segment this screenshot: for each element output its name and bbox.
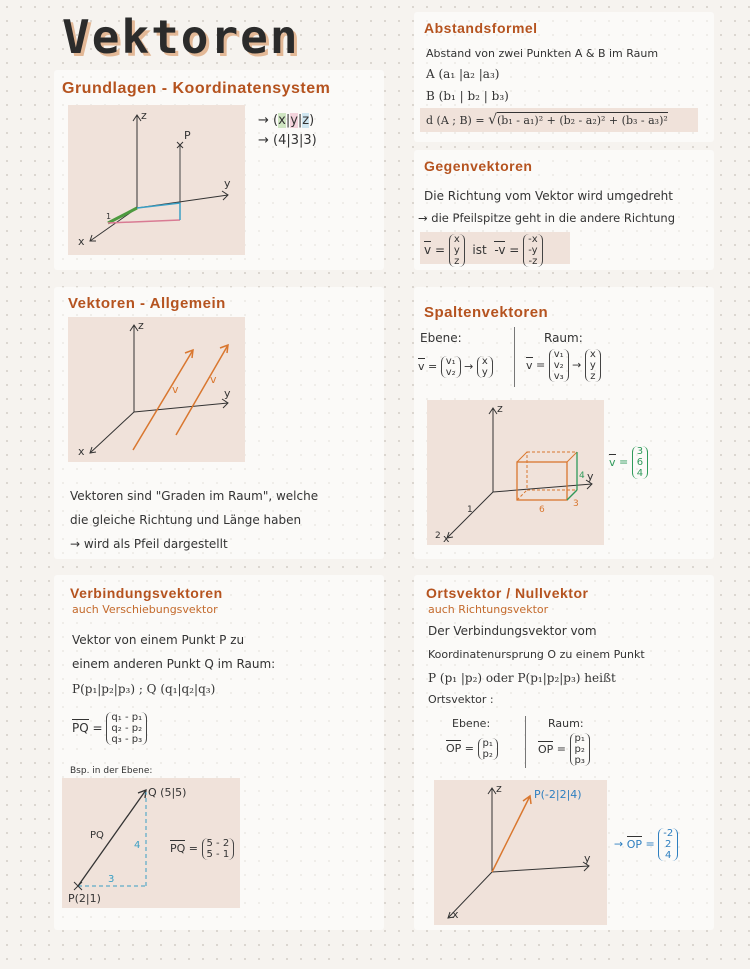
axis-y-label: y — [587, 470, 594, 483]
allgemein-text-2: die gleiche Richtung und Länge haben — [70, 513, 302, 527]
gegen-text-2: → die Pfeilspitze geht in die andere Richtung — [418, 211, 676, 225]
orts-text-3: P (p₁ |p₂) oder P(p₁|p₂|p₃) heißt — [428, 671, 616, 685]
coord-general: → (x|y|z) — [258, 113, 315, 128]
point-p-label: P — [184, 129, 191, 142]
diagram-spalten — [427, 400, 604, 545]
dim-2-label: 2 — [435, 531, 441, 541]
spalten-ebene-label: Ebene: — [420, 331, 462, 345]
orts-divider — [525, 716, 526, 768]
abstand-point-b: B (b₁ | b₂ | b₃) — [426, 89, 509, 103]
dim-1-label: 1 — [467, 505, 473, 515]
gegen-matrix-1: x y z — [449, 234, 465, 267]
axis-z-label: z — [497, 402, 503, 415]
orts-ebene-label: Ebene: — [452, 717, 491, 730]
dx-label: 3 — [108, 874, 115, 885]
spalten-ebene-formula: v = v₁ v₂ → x y — [418, 356, 493, 378]
vector-label-1: v — [172, 383, 179, 396]
verbindung-points: P(p₁|p₂|p₃) ; Q (q₁|q₂|q₃) — [72, 682, 216, 696]
dim-3-label: 3 — [573, 499, 579, 509]
dim-4-label: 4 — [579, 471, 585, 481]
abstand-formula: d (A ; B) = √(b₁ - a₁)² + (b₂ - a₂)² + (b₃ - a₃)² — [426, 112, 668, 128]
heading-gegen: Gegenvektoren — [424, 158, 533, 174]
page-title: Vektoren — [62, 10, 300, 64]
position-vector-diagram — [434, 780, 607, 925]
heading-spalten: Spaltenvektoren — [424, 304, 549, 321]
axis-z-label: z — [138, 319, 144, 332]
dim-6-label: 6 — [539, 505, 545, 515]
heading-verbindung: Verbindungsvektoren — [70, 585, 223, 601]
point-p-label: P(-2|2|4) — [534, 788, 582, 801]
orts-raum-label: Raum: — [548, 717, 584, 730]
verbindung-text-1: Vektor von einem Punkt P zu — [72, 633, 245, 647]
heading-orts: Ortsvektor / Nullvektor — [426, 585, 589, 601]
axis-x-label: x — [78, 235, 85, 248]
gegen-text-1: Die Richtung vom Vektor wird umgedreht — [424, 189, 673, 203]
point-p-label: P(2|1) — [68, 892, 101, 905]
diagram-allgemein — [68, 317, 245, 462]
verbindung-formula: PQ = q₁ - p₁ q₂ - p₂ q₃ - p₃ — [72, 712, 147, 745]
orts-text-4: Ortsvektor : — [428, 693, 494, 706]
dy-label: 4 — [134, 840, 141, 851]
axis-y-label: y — [224, 177, 231, 190]
coordinate-system-diagram — [68, 105, 245, 255]
allgemein-text-3: → wird als Pfeil dargestellt — [70, 537, 228, 551]
gegen-matrix-2: -x -y -z — [523, 234, 543, 267]
tick-label: 1 — [106, 212, 112, 221]
verbindung-example-label: Bsp. in der Ebene: — [70, 766, 153, 776]
axis-y-label: y — [224, 387, 231, 400]
vector-label-2: v — [210, 373, 217, 386]
diagram-grundlagen — [68, 105, 245, 255]
spalten-raum-formula: v = v₁ v₂ v₃ → x y z — [526, 349, 601, 382]
sub-verbindung: auch Verschiebungsvektor — [72, 603, 218, 616]
axis-z-label: z — [496, 782, 502, 795]
orts-ebene-formula: OP = p₁ p₂ — [446, 738, 498, 760]
pq-vector-label: PQ — [90, 830, 104, 841]
heading-abstand: Abstandsformel — [424, 20, 538, 36]
abstand-text: Abstand von zwei Punkten A & B im Raum — [426, 47, 659, 60]
axis-x-label: x — [78, 445, 85, 458]
spalten-raum-label: Raum: — [544, 331, 583, 345]
heading-grundlagen: Grundlagen - Koordinatensystem — [62, 80, 331, 97]
gegen-formula: v = x y z ist -v = -x -y -z — [424, 234, 543, 267]
axis-y-label: y — [584, 852, 591, 865]
axis-x-label: x — [452, 908, 459, 921]
point-q-label: Q (5|5) — [148, 786, 187, 799]
coord-example: → (4|3|3) — [258, 133, 317, 148]
verbindung-text-2: einem anderen Punkt Q im Raum: — [72, 657, 276, 671]
orts-result: → OP = -2 2 4 — [614, 828, 678, 861]
axis-x-label: x — [443, 532, 450, 545]
spalten-result: v = 3 6 4 — [609, 446, 648, 479]
verbindung-example-formula: PQ = 5 - 2 5 - 1 — [170, 838, 234, 860]
allgemein-text-1: Vektoren sind "Graden im Raum", welche — [70, 489, 319, 503]
spalten-divider — [514, 327, 515, 387]
heading-allgemein: Vektoren - Allgemein — [68, 295, 226, 312]
diagram-orts — [434, 780, 607, 925]
orts-text-2: Koordinatenursprung O zu einem Punkt — [428, 648, 645, 661]
abstand-formula-root: (b₁ - a₁)² + (b₂ - a₂)² + (b₃ - a₃)² — [496, 114, 668, 127]
sub-orts: auch Richtungsvektor — [428, 603, 549, 616]
orts-raum-formula: OP = p₁ p₂ p₃ — [538, 733, 590, 766]
orts-text-1: Der Verbindungsvektor vom — [428, 624, 597, 638]
abstand-point-a: A (a₁ |a₂ |a₃) — [426, 67, 500, 81]
axis-z-label: z — [141, 109, 147, 122]
column-vector-diagram — [427, 400, 604, 545]
vector-diagram — [68, 317, 245, 462]
